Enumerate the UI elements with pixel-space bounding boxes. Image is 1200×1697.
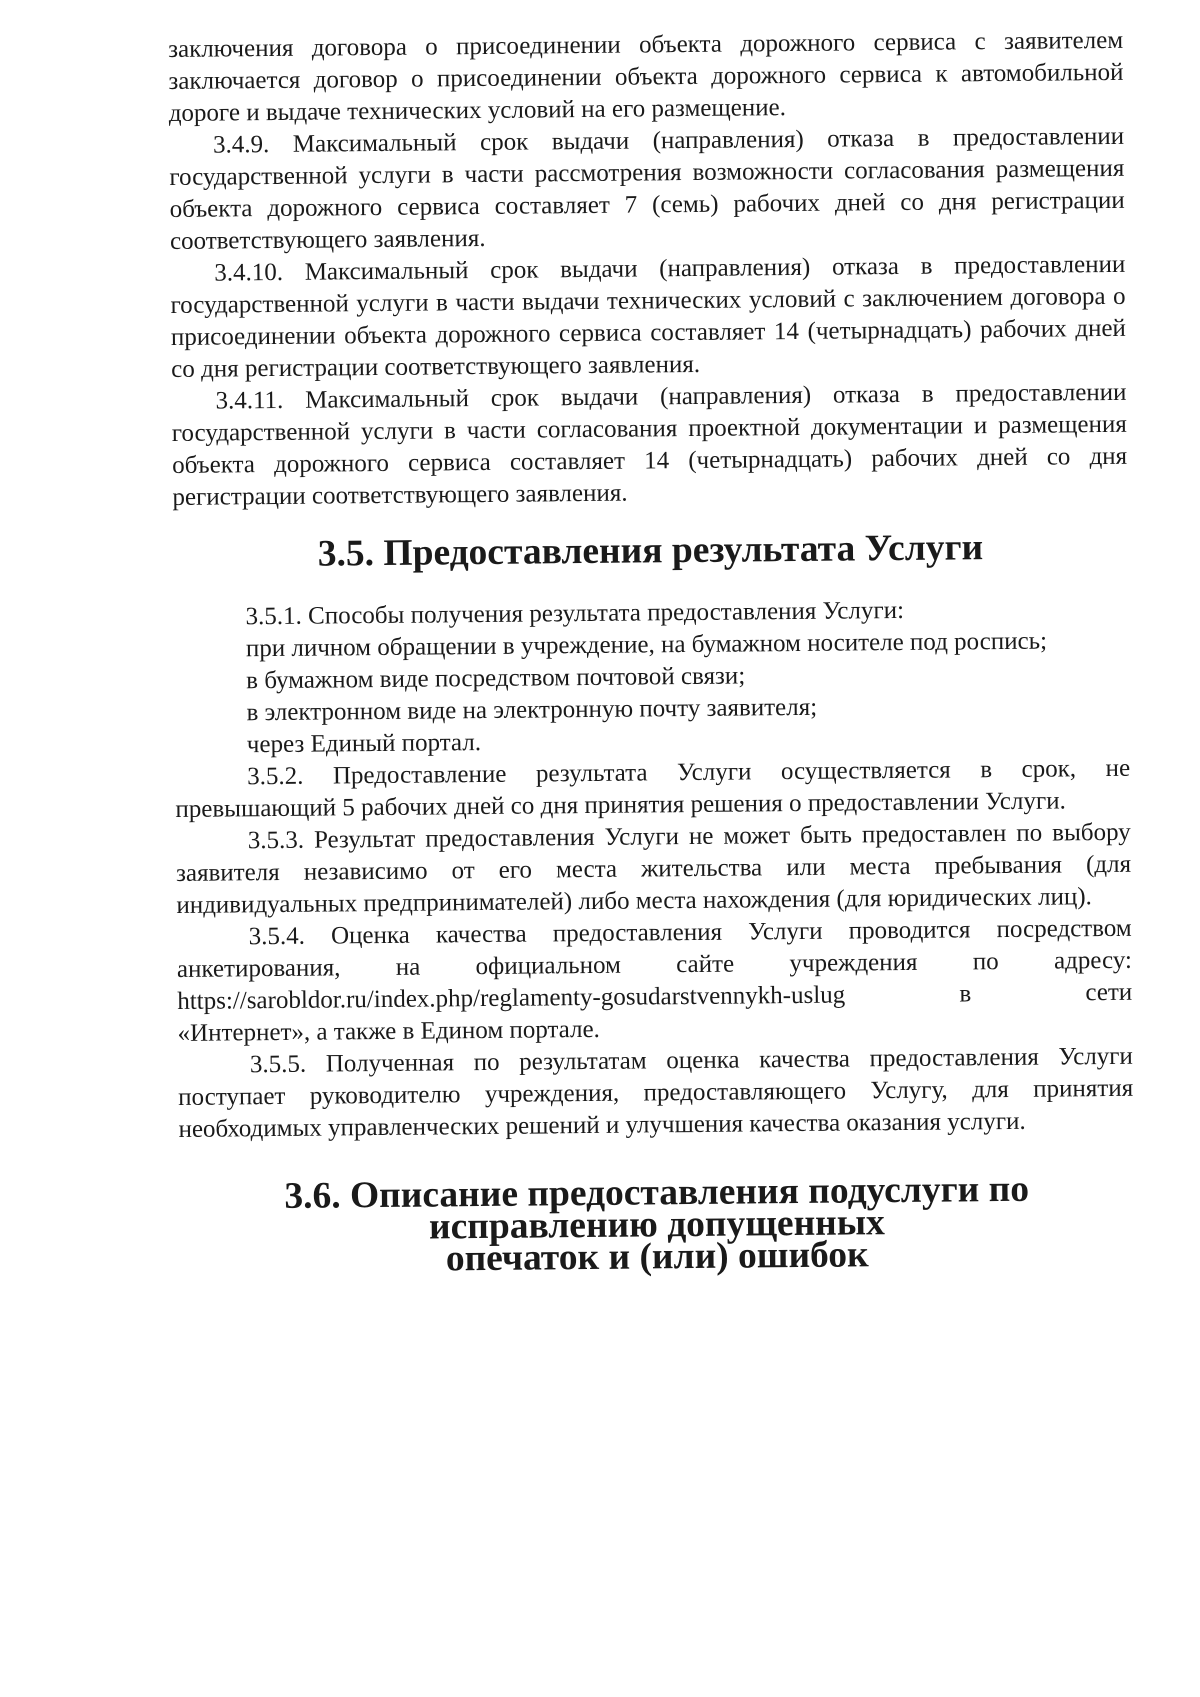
method-item-email: в электронном виде на электронную почту заявителя; xyxy=(246,693,818,727)
paragraph-3-5-5: 3.5.5. Полученная по результатам оценка качества предоставления Услуги поступает руководителю учреждения, предоставляющего Услугу, для принятия необходимых управленческих решений и улучшения качества оказания услуги. xyxy=(178,1042,1134,1143)
paragraph-3-5-1: 3.5.1. Способы получения результата предоставления Услуги: xyxy=(245,596,905,631)
paragraph-3-5-2: 3.5.2. Предоставление результата Услуги осуществляется в срок, не превышающий 5 рабочих дней со дня принятия решения о предоставлении Услуги. xyxy=(175,754,1131,823)
paragraph-3-4-9: 3.4.9. Максимальный срок выдачи (направления) отказа в предоставлении государственной услуги в части рассмотрения возможности согласования размещения объекта дорожного сервиса составляет 7 (семь) рабочих дней со дня регистрации соответствующего заявления. xyxy=(169,122,1125,255)
url-line-word-network: сети xyxy=(1085,978,1133,1007)
paragraph-3-4-11: 3.4.11. Максимальный срок выдачи (направления) отказа в предоставлении государственной услуги в части согласования проектной документации и размещения объекта дорожного сервиса составляет 14 (четырнадцать) рабочих дней со дня регистрации соответствующего заявления. xyxy=(171,378,1128,511)
paragraph-3-5-4-end: «Интернет», а также в Едином портале. xyxy=(177,1015,600,1047)
survey-link[interactable]: https://sarobldor.ru/index.php/reglamenty-gosudarstvennykh-uslug xyxy=(177,981,846,1015)
document-body xyxy=(168,25,1135,1278)
url-line-word-in: в xyxy=(959,980,972,1008)
method-item-portal: через Единый портал. xyxy=(246,729,482,759)
paragraph-3-5-4 xyxy=(177,913,1133,1050)
paragraph-3-5-3: 3.5.3. Результат предоставления Услуги не может быть предоставлен по выбору заявителя независимо от его места жительства или места пребывания (для индивидуальных предпринимателей) либо места нахождения (для юридических лиц). xyxy=(175,818,1132,919)
paragraph-intro: заключения договора о присоединении объекта дорожного сервиса с заявителем заключается договор о присоединении объекта дорожного сервиса к автомобильной дороге и выдаче технических условий на его размещение. xyxy=(168,26,1124,127)
method-item-in-person: при личном обращении в учреждение, на бумажном носителе под роспись; xyxy=(245,627,1048,663)
section-heading-3-5: 3.5. Предоставления результата Услуги xyxy=(317,527,984,575)
section-heading-3-6-line1: 3.6. Описание предоставления подуслуги по исправлению допущенных xyxy=(284,1168,1030,1248)
method-item-postal: в бумажном виде посредством почтовой связи; xyxy=(246,662,746,695)
paragraph-3-5-4-text: 3.5.4. Оценка качества предоставления Услуги проводится посредством анкетирования, на официальном сайте учреждения по адресу: xyxy=(176,914,1133,983)
section-heading-3-6 xyxy=(179,1168,1135,1280)
paragraph-3-4-10: 3.4.10. Максимальный срок выдачи (направления) отказа в предоставлении государственной услуги в части выдачи технических условий с заключением договора о присоединении объекта дорожного сервиса составляет 14 (четырнадцать) рабочих дней со дня регистрации соответствующего заявления. xyxy=(170,250,1126,383)
section-heading-3-6-line2: опечаток и (или) ошибок xyxy=(445,1234,869,1280)
